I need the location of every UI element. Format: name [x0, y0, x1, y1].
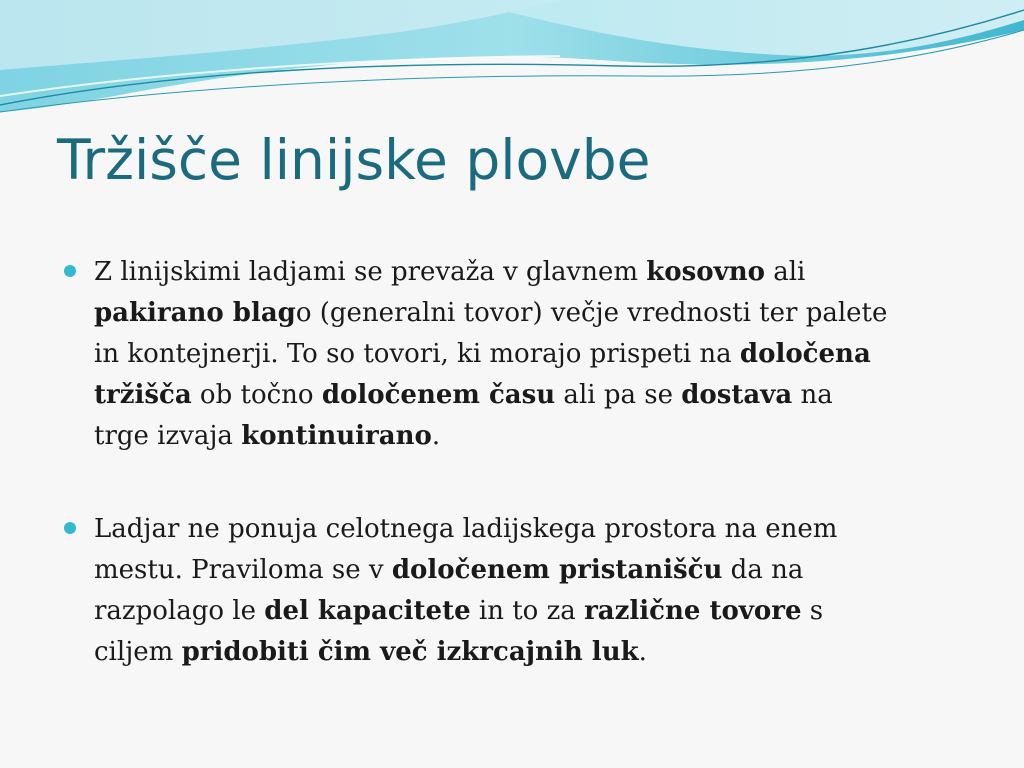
text-segment: in kontejnerji. To so tovori, ki morajo prispeti na [94, 339, 740, 369]
text-segment: trge izvaja [94, 421, 242, 451]
slide-title: Tržišče linijske plovbe [57, 128, 651, 192]
bold-text: določenem pristanišču [391, 555, 723, 585]
text-segment: da na [722, 555, 804, 585]
header-wave-decoration [0, 0, 1024, 120]
bullet-line [94, 375, 982, 416]
bold-text: kontinuirano [241, 421, 432, 451]
bullet-line [94, 591, 982, 632]
bold-text: dostava [681, 380, 793, 410]
text-segment: o (generalni tovor) večje vrednosti ter palete [295, 298, 888, 328]
bold-text: različne tovore [584, 596, 802, 626]
bold-text: tržišča [94, 380, 192, 410]
text-segment: razpolago le [94, 596, 265, 626]
text-segment: na [792, 380, 833, 410]
bold-text: del kapacitete [264, 596, 471, 626]
bullet-line [94, 293, 982, 334]
bullet-line [94, 509, 982, 550]
bullet-line [94, 334, 982, 375]
bullet-dot-icon [64, 265, 76, 277]
text-segment: . [431, 421, 441, 451]
bold-text: pridobiti čim več izkrcajnih luk [181, 637, 639, 667]
bold-text: določena [739, 339, 871, 369]
bullet-line [94, 632, 982, 673]
bold-text: pakirano blag [94, 298, 296, 328]
text-segment: Z linijskimi ladjami se prevaža v glavnem [94, 257, 647, 287]
bold-text: kosovno [646, 257, 765, 287]
bullet-item [62, 509, 982, 673]
bullet-line [94, 416, 982, 457]
text-segment: s [801, 596, 824, 626]
bullet-line [94, 252, 982, 293]
text-segment: Ladjar ne ponuja celotnega ladijskega prostora na enem [94, 514, 838, 544]
bullet-list [62, 252, 982, 673]
text-segment: ob točno [191, 380, 322, 410]
bullet-line [94, 550, 982, 591]
text-segment: ciljem [94, 637, 182, 667]
bullet-dot-icon [64, 522, 76, 534]
text-segment: ali pa se [555, 380, 682, 410]
bullet-item [62, 252, 982, 457]
text-segment: mestu. Praviloma se v [94, 555, 392, 585]
text-segment: in to za [470, 596, 585, 626]
text-segment: . [638, 637, 647, 667]
text-segment: ali [764, 257, 806, 287]
bold-text: določenem času [321, 380, 556, 410]
